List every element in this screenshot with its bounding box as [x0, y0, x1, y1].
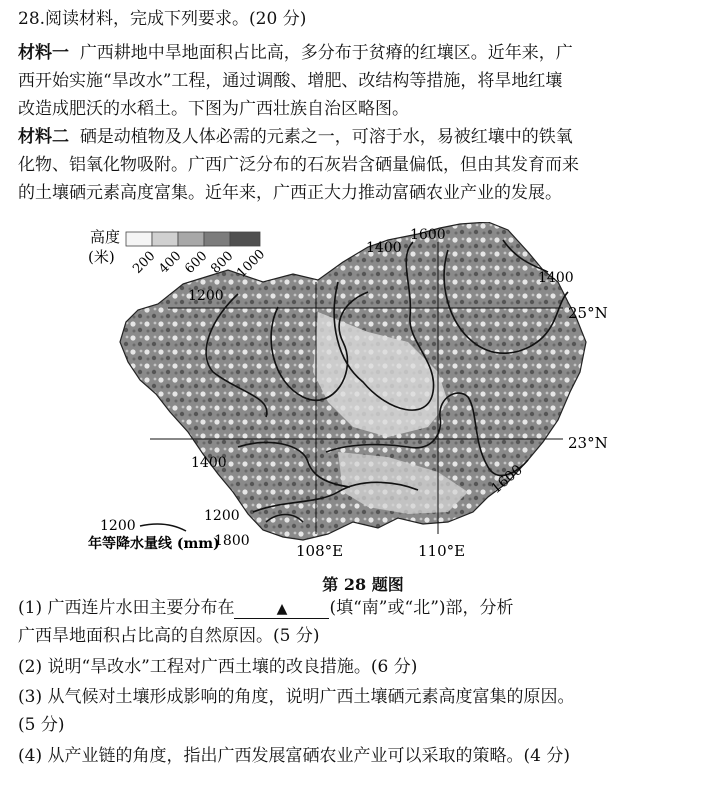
question-2: (2) 说明“旱改水”工程对广西土壤的改良措施。(6 分)	[18, 657, 418, 677]
material1-line-2: 西开始实施“旱改水”工程，通过调酸、增肥、改结构等措施，将旱地红壤	[18, 71, 563, 91]
question-1-line-2: 广西旱地面积占比高的自然原因。(5 分)	[18, 626, 320, 646]
answer-blank: ▲	[234, 600, 329, 619]
isohyet-label: 1600	[488, 461, 526, 498]
legend-swatch-5	[230, 232, 260, 246]
figure-caption: 第 28 题图	[322, 575, 404, 594]
material1-line-1	[18, 42, 573, 64]
legend-value: 1000	[234, 246, 269, 281]
legend-swatch-3	[178, 232, 204, 246]
isohyet-label: 1800	[214, 533, 250, 549]
legend-value: 800	[208, 248, 237, 277]
legend-swatch-1	[126, 232, 152, 246]
lat-label-23n: 23°N	[568, 434, 608, 452]
lon-label-110e: 110°E	[418, 542, 466, 560]
material2-line-3: 的土壤硒元素高度富集。近年来，广西正大力推动富硒农业产业的发展。	[18, 183, 562, 203]
isohyet-label: 1600	[410, 227, 446, 243]
question-1-line-1	[18, 597, 514, 619]
isohyet-legend-line	[140, 524, 186, 531]
question-4: (4) 从产业链的角度，指出广西发展富硒农业产业可以采取的策略。(4 分)	[18, 746, 570, 766]
material2-line-2: 化物、铝氧化物吸附。广西广泛分布的石灰岩含硒量偏低，但由其发育而来	[18, 155, 579, 175]
isohyet-label: 1400	[366, 240, 402, 256]
legend-swatch-2	[152, 232, 178, 246]
legend-swatch-4	[204, 232, 230, 246]
isohyet-label: 1200	[204, 508, 240, 524]
isohyet-label: 1200	[188, 288, 224, 304]
material1-line-3: 改造成肥沃的水稻土。下图为广西壮族自治区略图。	[18, 99, 409, 119]
material2-line-1	[18, 126, 573, 148]
material2-text-1: 硒是动植物及人体必需的元素之一，可溶于水，易被红壤中的铁氧	[79, 127, 573, 147]
isohyet-label: 1400	[191, 455, 227, 471]
question-3-line-1: (3) 从气候对土壤形成影响的角度，说明广西土壤硒元素高度富集的原因。	[18, 687, 575, 707]
material1-text-1: 广西耕地中旱地面积占比高，多分布于贫瘠的红壤区。近年来，广	[79, 43, 573, 63]
map-svg	[88, 222, 628, 567]
legend-value: 400	[156, 248, 185, 277]
question-title: 28.阅读材料，完成下列要求。(20 分)	[18, 9, 307, 29]
q1-prefix: (1) 广西连片水田主要分布在	[18, 598, 235, 618]
material1-label: 材料一	[18, 43, 69, 63]
q1-suffix: (填“南”或“北”)部，分析	[329, 598, 514, 618]
material2-label: 材料二	[18, 127, 69, 147]
lat-label-25n: 25°N	[568, 304, 608, 322]
lon-label-108e: 108°E	[296, 542, 344, 560]
question-3-line-2: (5 分)	[18, 715, 65, 735]
guangxi-map	[88, 222, 628, 567]
legend-title: 高度	[90, 228, 121, 246]
legend-value: 200	[130, 248, 159, 277]
isohyet-label: 1400	[538, 270, 574, 286]
legend-unit: (米)	[88, 248, 115, 266]
legend-value: 600	[182, 248, 211, 277]
isohyet-legend-text: 年等降水量线 (mm)	[88, 536, 220, 552]
isohyet-legend-value: 1200	[100, 518, 136, 534]
